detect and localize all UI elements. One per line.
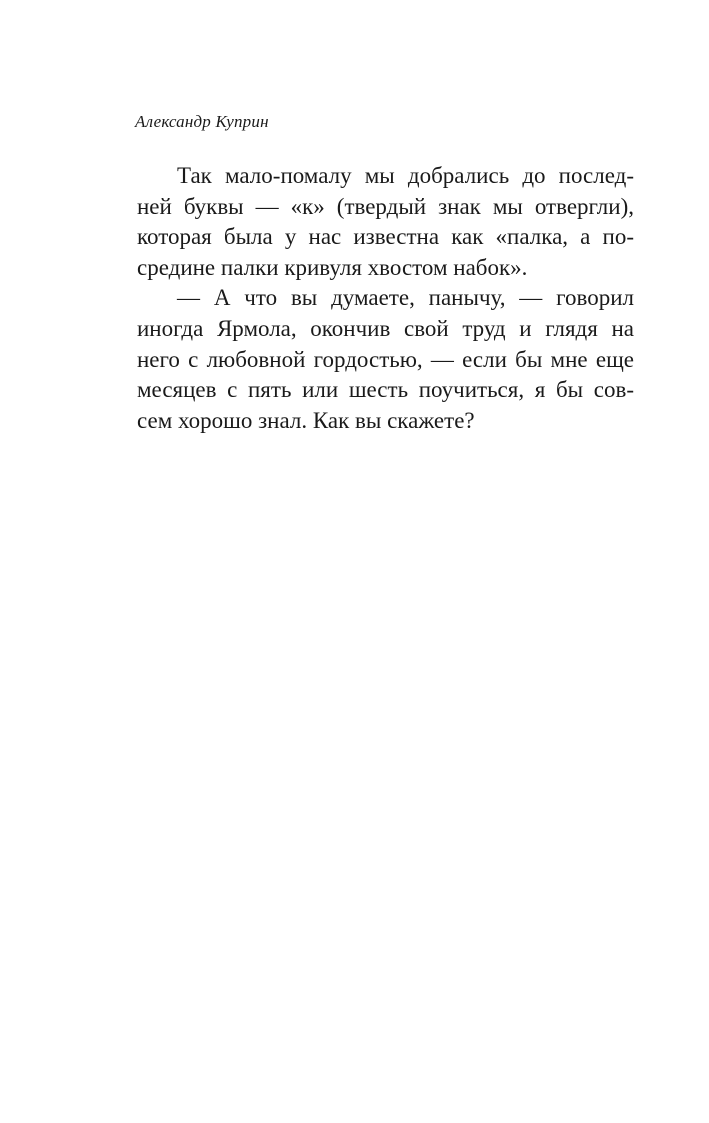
text-line: сем хорошо знал. Как вы скажете?	[137, 407, 475, 433]
text-line: — А что вы думаете, панычу, — говорил	[177, 285, 634, 311]
text-line: Так мало-помалу мы добрались до послед-	[177, 163, 634, 188]
text-line: средине палки кривуля хвостом набок».	[137, 254, 528, 280]
text-line: месяцев с пять или шесть поучиться, я бы сов-	[137, 377, 634, 403]
text-line: которая была у нас известна как «палка, а по-	[137, 224, 634, 250]
text-line: него с любовной гордостью, — если бы мне еще	[137, 346, 634, 372]
body-text	[137, 161, 634, 436]
running-header-author: Александр Куприн	[135, 112, 269, 131]
text-line: иногда Ярмола, окончив свой труд и глядя на	[137, 315, 634, 341]
text-line: ней буквы — «к» (твердый знак мы отвергли),	[137, 193, 634, 219]
